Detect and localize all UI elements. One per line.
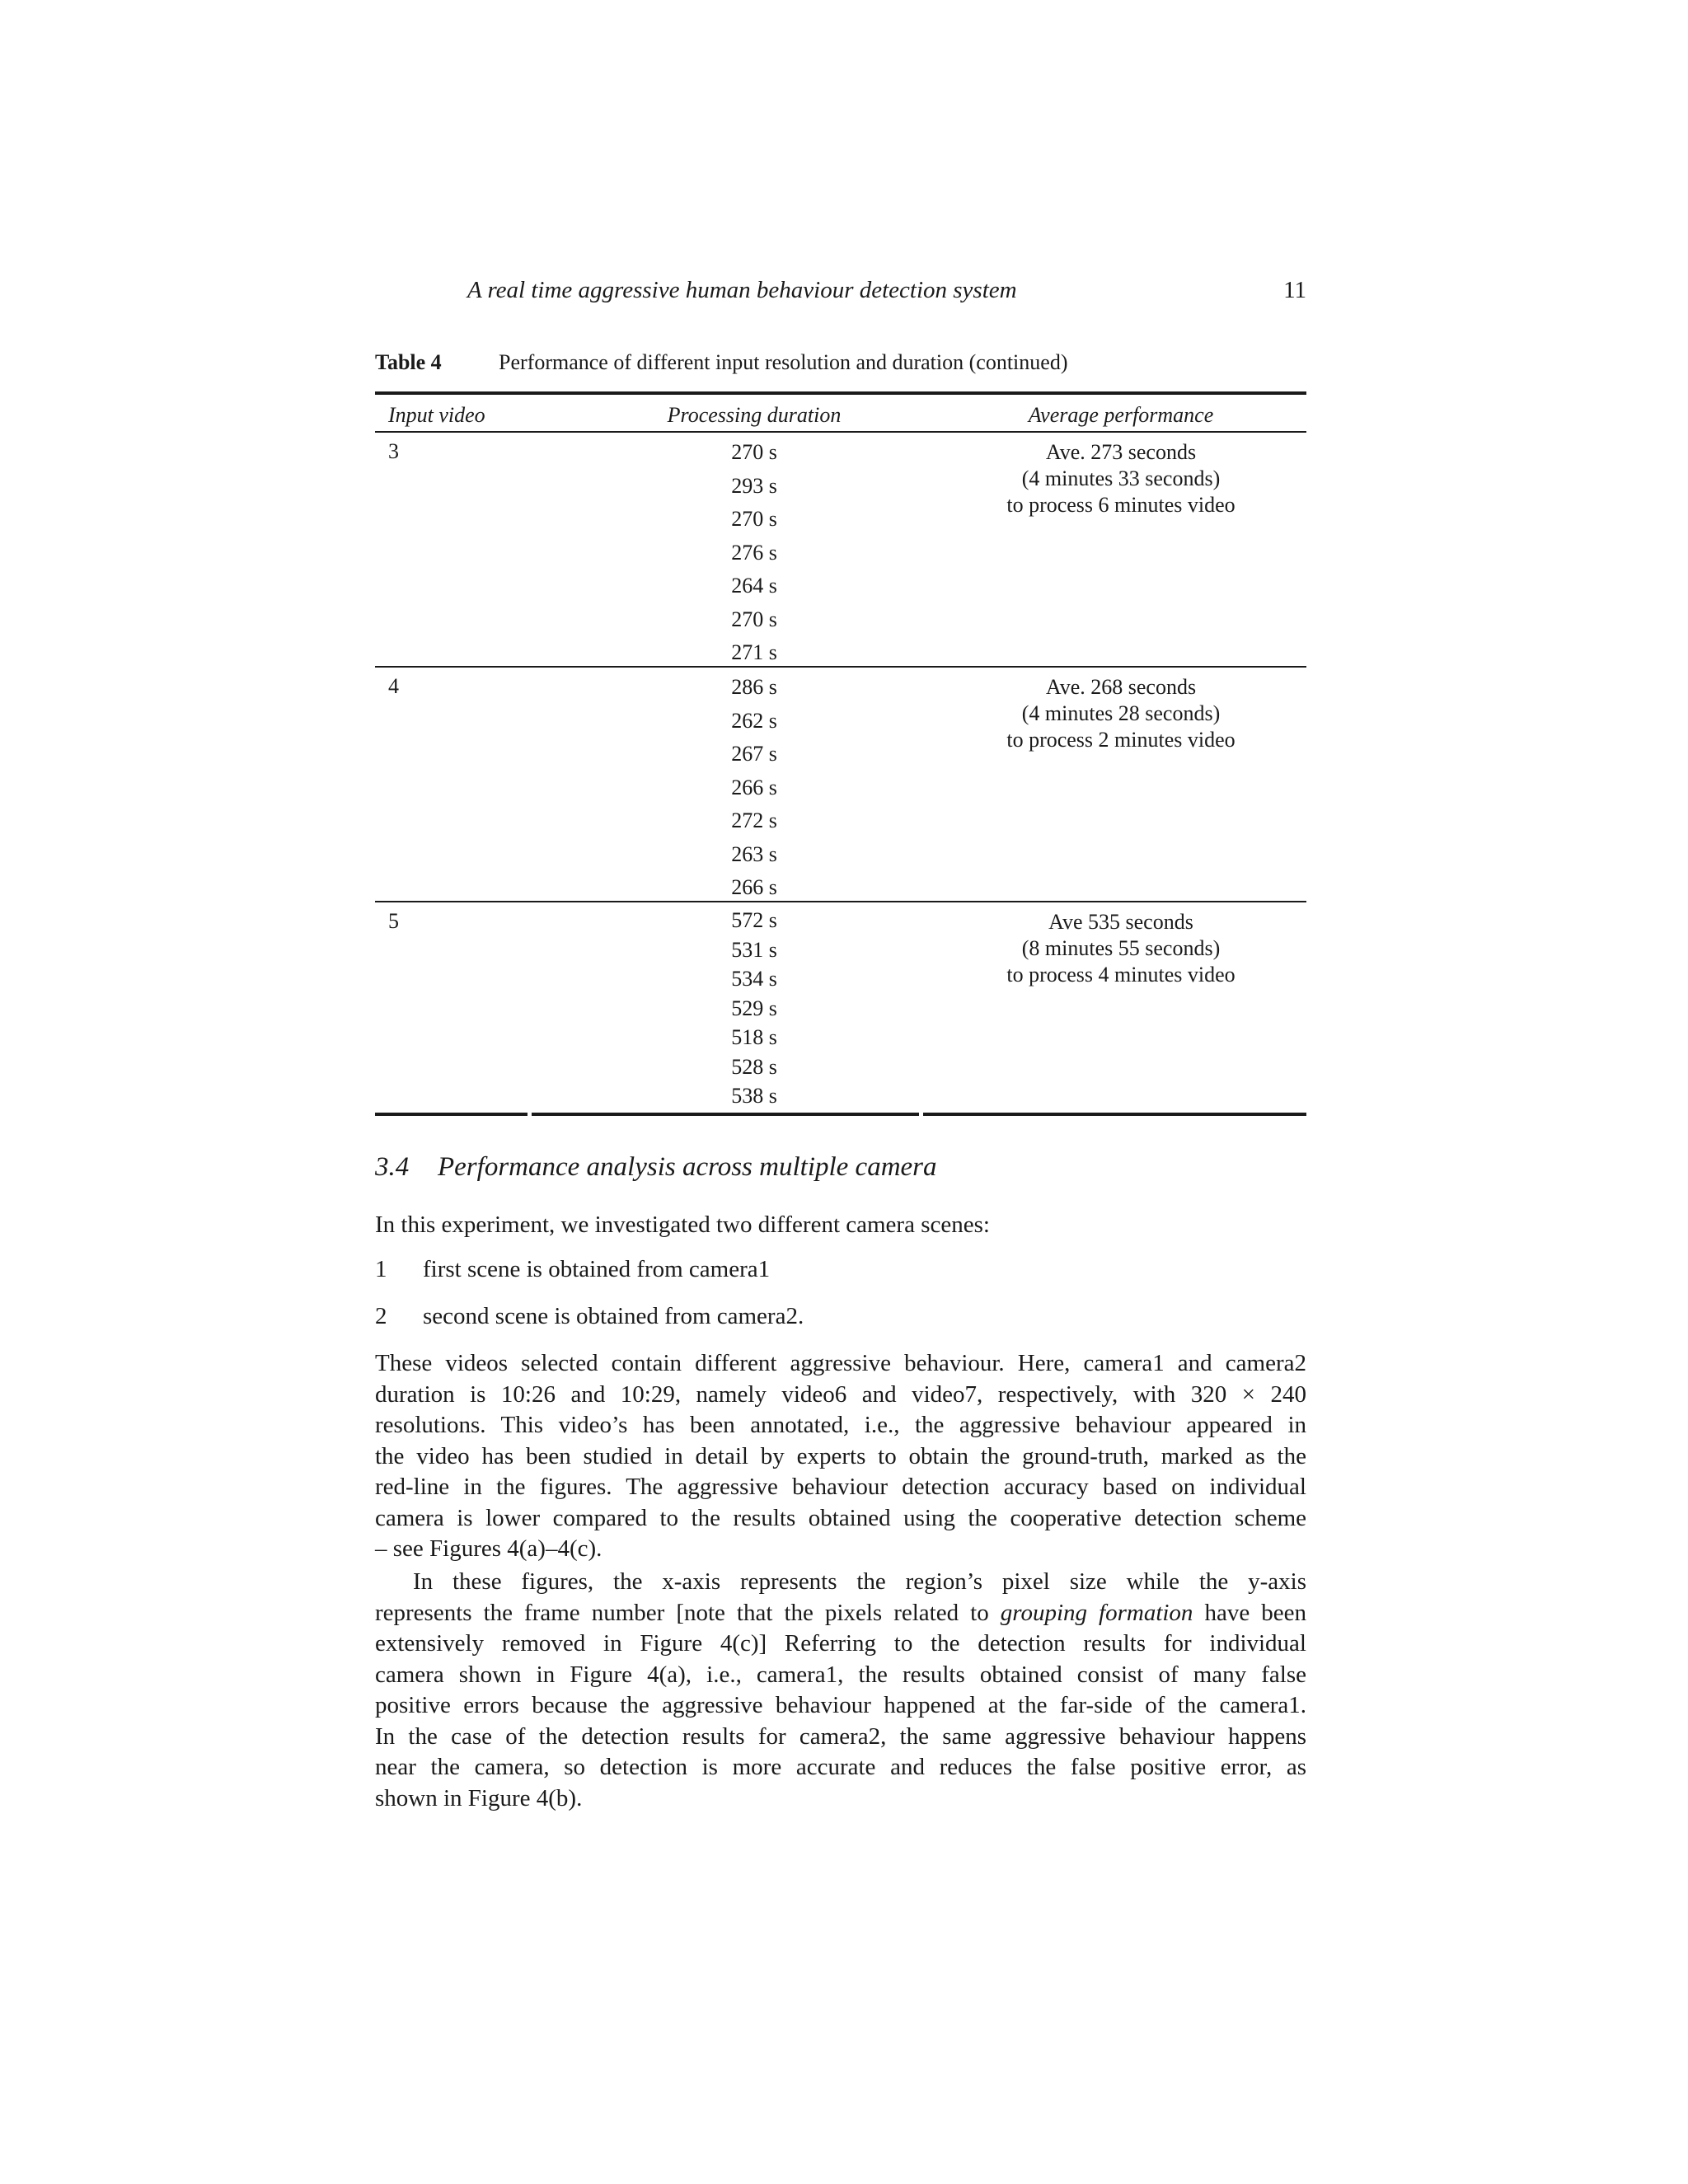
duration-value: 529 s <box>731 996 777 1020</box>
processing-duration-cell <box>631 671 878 905</box>
duration-value: 293 s <box>731 473 777 498</box>
paragraph-line: camera is lower compared to the results obtained using the cooperative detection scheme <box>375 1504 1306 1531</box>
duration-value: 534 s <box>731 967 777 991</box>
table-label: Table 4 <box>375 350 442 374</box>
duration-value: 270 s <box>731 440 777 464</box>
duration-value: 263 s <box>731 841 777 866</box>
table-caption-text: Performance of different input resolution and duration (continued) <box>499 350 1068 374</box>
input-video-cell: 5 <box>388 909 399 933</box>
column-header-average-performance: Average performance <box>1028 403 1214 427</box>
average-line: Ave 535 seconds <box>1048 910 1193 934</box>
duration-value: 266 s <box>731 875 777 899</box>
column-header-input-video: Input video <box>388 403 485 427</box>
paragraph-line: positive errors because the aggressive behaviour happened at the far-side of the camera1. <box>375 1692 1306 1718</box>
average-performance-cell <box>935 909 1306 988</box>
list-item <box>375 1303 804 1330</box>
running-title: A real time aggressive human behaviour detection system <box>467 277 1017 303</box>
processing-duration-cell <box>631 906 878 1111</box>
duration-value: 264 s <box>731 574 777 598</box>
body-paragraph-1 <box>375 1348 1306 1565</box>
average-performance-cell <box>935 674 1306 753</box>
paragraph-line: These videos selected contain different aggressive behaviour. Here, camera1 and camera2 <box>375 1350 1306 1376</box>
paragraph-line: duration is 10:26 and 10:29, namely video6 and video7, respectively, with 320 × 240 <box>375 1380 1306 1408</box>
duration-value: 266 s <box>731 775 777 799</box>
processing-duration-cell <box>631 436 878 670</box>
paragraph-line: In the case of the detection results for camera2, the same aggressive behaviour happens <box>375 1722 1306 1750</box>
duration-value: 528 s <box>731 1054 777 1079</box>
intro-paragraph: In this experiment, we investigated two different camera scenes: <box>375 1212 990 1238</box>
paragraph-line: resolutions. This video’s has been annotated, i.e., the aggressive behaviour appeared in <box>375 1412 1306 1438</box>
section-number: 3.4 <box>375 1152 410 1182</box>
body-paragraph-2 <box>375 1567 1306 1814</box>
input-video-cell: 4 <box>388 674 399 698</box>
duration-value: 267 s <box>731 742 777 766</box>
average-line: Ave. 273 seconds <box>1045 440 1197 464</box>
duration-value: 271 s <box>731 640 777 664</box>
paragraph-line: red-line in the figures. The aggressive behaviour detection accuracy based on individual <box>375 1474 1306 1500</box>
duration-value: 262 s <box>731 708 777 733</box>
duration-value: 286 s <box>731 675 777 699</box>
duration-value: 518 s <box>731 1025 777 1049</box>
emphasis-grouping-formation: grouping formation <box>1000 1599 1193 1626</box>
paragraph-line: shown in Figure 4(b). <box>375 1784 583 1811</box>
column-header-processing-duration: Processing duration <box>667 403 842 427</box>
list-item-number: 1 <box>375 1256 387 1282</box>
duration-value: 270 s <box>731 607 777 631</box>
paragraph-line: In these figures, the x-axis represents the region’s pixel size while the y-axis <box>413 1568 1306 1595</box>
duration-value: 531 s <box>731 937 777 962</box>
table-header-row <box>375 395 1306 431</box>
average-line: to process 2 minutes video <box>1006 728 1236 752</box>
paragraph-line <box>375 1598 1306 1629</box>
list-item-text: first scene is obtained from camera1 <box>423 1256 771 1282</box>
average-line: (4 minutes 33 seconds) <box>1021 466 1221 490</box>
paragraph-line: camera shown in Figure 4(a), i.e., camera1, the results obtained consist of many false <box>375 1661 1306 1688</box>
list-item-number: 2 <box>375 1303 387 1329</box>
list-item-text: second scene is obtained from camera2. <box>423 1303 804 1329</box>
average-line: (4 minutes 28 seconds) <box>1021 701 1221 725</box>
paragraph-text: have been <box>1193 1599 1306 1626</box>
paragraph-line: – see Figures 4(a)–4(c). <box>375 1535 603 1562</box>
paragraph-line: near the camera, so detection is more accurate and reduces the false positive error, as <box>375 1754 1306 1780</box>
section-heading <box>375 1152 937 1183</box>
list-item <box>375 1256 770 1283</box>
input-video-cell: 3 <box>388 439 399 463</box>
duration-value: 538 s <box>731 1084 777 1108</box>
table-row-group <box>375 668 1306 901</box>
paragraph-line: the video has been studied in detail by experts to obtain the ground-truth, marked as the <box>375 1442 1306 1469</box>
average-line: (8 minutes 55 seconds) <box>1021 936 1221 960</box>
table-row-group <box>375 433 1306 666</box>
paragraph-line: extensively removed in Figure 4(c)] Referring to the detection results for individual <box>375 1630 1306 1657</box>
section-title: Performance analysis across multiple camera <box>438 1152 937 1182</box>
duration-value: 572 s <box>731 908 777 932</box>
duration-value: 270 s <box>731 507 777 531</box>
performance-table <box>375 391 1306 1117</box>
table-bottom-rule <box>375 1113 1306 1117</box>
average-line: to process 4 minutes video <box>1006 963 1236 987</box>
paragraph-text: represents the frame number [note that the pixels related to <box>375 1599 1001 1626</box>
average-line: to process 6 minutes video <box>1006 493 1236 517</box>
page-number: 11 <box>1283 277 1306 303</box>
table-caption <box>375 350 1067 375</box>
running-header <box>375 277 1306 310</box>
average-performance-cell <box>935 439 1306 518</box>
duration-value: 276 s <box>731 540 777 565</box>
duration-value: 272 s <box>731 808 777 832</box>
table-row-group <box>375 902 1306 1113</box>
average-line: Ave. 268 seconds <box>1045 675 1197 699</box>
